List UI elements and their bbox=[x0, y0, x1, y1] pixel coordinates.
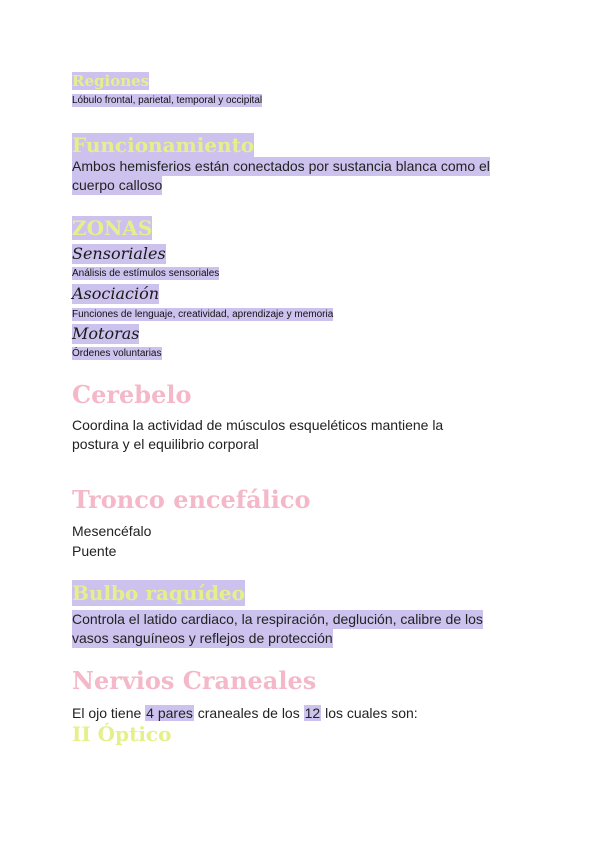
zona-asociacion-label: Asociación bbox=[72, 284, 160, 303]
regiones-text: Lóbulo frontal, parietal, temporal y occipital bbox=[72, 95, 263, 106]
nervios-sentence-pre: El ojo tiene bbox=[72, 705, 146, 721]
nervios-pairs-highlight: 4 pares bbox=[146, 705, 193, 721]
tronco-item-puente: Puente bbox=[72, 543, 117, 559]
zona-motoras-desc: Órdenes voluntarias bbox=[72, 348, 162, 359]
regiones-heading: Regiones bbox=[72, 72, 150, 90]
bulbo-heading: Bulbo raquídeo bbox=[72, 581, 245, 605]
zonas-heading: ZONAS bbox=[72, 216, 153, 240]
nervios-total-highlight: 12 bbox=[304, 705, 321, 721]
nervios-sentence-post: los cuales son: bbox=[321, 705, 418, 721]
nervios-heading: Nervios Craneales bbox=[72, 666, 317, 695]
tronco-item-mesencefalo: Mesencéfalo bbox=[72, 523, 152, 539]
zona-sensoriales-label: Sensoriales bbox=[72, 244, 166, 263]
funcionamiento-line-2: cuerpo calloso bbox=[72, 177, 163, 193]
funcionamiento-heading: Funcionamiento bbox=[72, 133, 255, 157]
nervios-sentence bbox=[72, 704, 418, 723]
zona-sensoriales-desc: Análisis de estímulos sensoriales bbox=[72, 268, 220, 279]
cerebelo-line-2: postura y el equilibrio corporal bbox=[72, 436, 259, 452]
tronco-heading: Tronco encefálico bbox=[72, 485, 311, 514]
cerebelo-line-1: Coordina la actividad de músculos esqueléticos mantiene la bbox=[72, 417, 444, 433]
nervios-sentence-mid: craneales de los bbox=[193, 705, 304, 721]
bulbo-line-1: Controla el latido cardiaco, la respiración, deglución, calibre de los bbox=[72, 611, 483, 627]
zona-asociacion-desc: Funciones de lenguaje, creatividad, aprendizaje y memoria bbox=[72, 309, 334, 320]
nervio-optico-heading: II Óptico bbox=[72, 722, 172, 746]
bulbo-line-2: vasos sanguíneos y reflejos de protección bbox=[72, 630, 333, 646]
funcionamiento-line-1: Ambos hemisferios están conectados por sustancia blanca como el bbox=[72, 158, 490, 174]
cerebelo-heading: Cerebelo bbox=[72, 380, 192, 409]
zona-motoras-label: Motoras bbox=[72, 324, 140, 343]
